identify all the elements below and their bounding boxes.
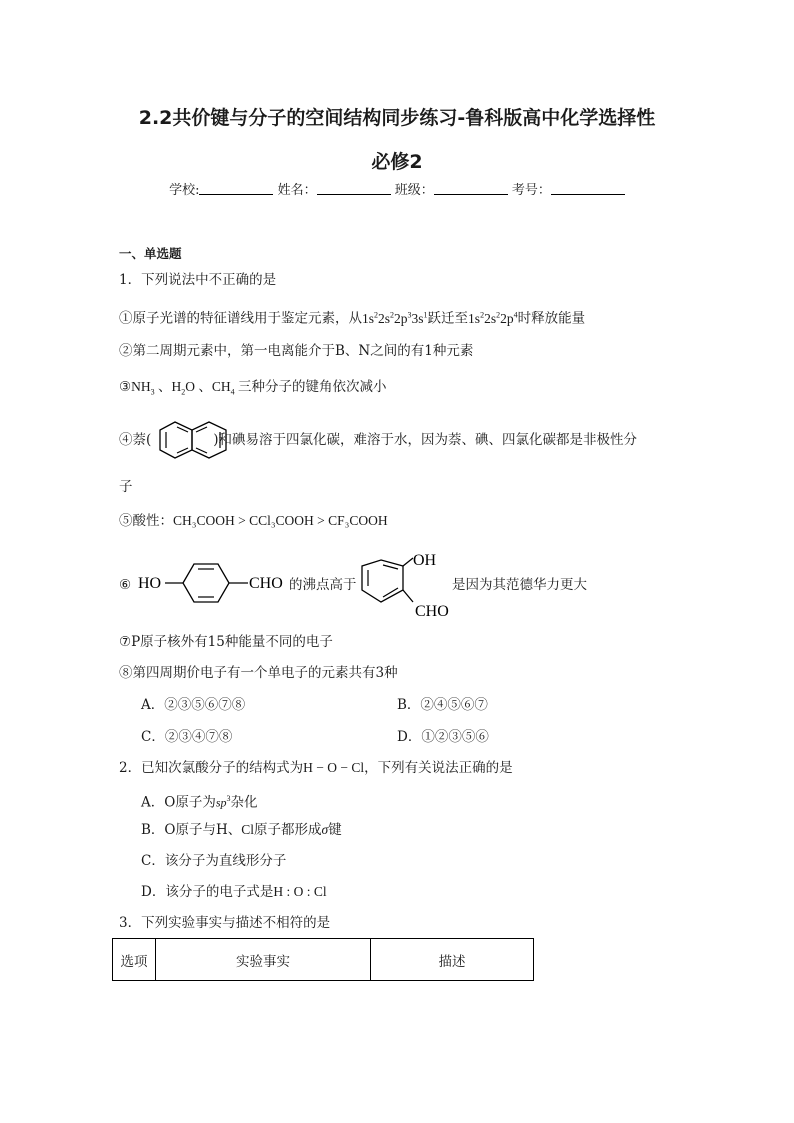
q1-statement-6-end: 是因为其范德华力更大: [452, 577, 587, 593]
doc-title-line1: 2.2共价键与分子的空间结构同步练习-鲁科版高中化学选择性: [138, 107, 656, 129]
cho-label-ortho: CHO: [415, 603, 449, 620]
class-label: 班级：: [394, 183, 434, 198]
q1-stem: 1．下列说法中不正确的是: [119, 272, 277, 288]
school-field[interactable]: [199, 183, 273, 195]
q1-statement-8: ⑧第四周期价电子有一个单电子的元素共有3种: [119, 665, 398, 681]
ortho-hydroxybenzaldehyde-structure: [360, 550, 455, 622]
electron-config-final: $1s^22s^22p^4$: [468, 310, 518, 326]
q1-option-d[interactable]: D．①②③⑤⑥: [397, 729, 489, 745]
q3-stem: 3．下列实验事实与描述不相符的是: [119, 915, 331, 931]
number-label: 考号：: [511, 183, 551, 198]
doc-title-line2: 必修2: [371, 151, 423, 173]
q1-statement-7: ⑦P原子核外有15种能量不同的电子: [119, 634, 333, 650]
table-header-description: 描述: [371, 939, 534, 981]
number-field[interactable]: [551, 183, 625, 195]
q1-statement-2: ②第二周期元素中，第一电离能介于B、N之间的有1种元素: [119, 343, 474, 359]
electron-config-initial: $1s^22s^22p^33s^1$: [362, 310, 428, 326]
cho-label: CHO: [249, 575, 283, 592]
oh-label: OH: [413, 552, 437, 569]
q2-option-b[interactable]: B．O原子与H、Cl原子都形成σ键: [141, 822, 342, 838]
name-label: 姓名：: [277, 183, 317, 198]
q1-option-a[interactable]: A．②③⑤⑥⑦⑧: [141, 697, 246, 713]
class-field[interactable]: [434, 183, 508, 195]
table-header-row: [113, 939, 534, 981]
student-info-row: [0, 179, 794, 198]
q3-table: [112, 938, 534, 981]
q2-option-c[interactable]: C．该分子为直线形分子: [141, 853, 287, 869]
q1-option-c[interactable]: C．②③④⑦⑧: [141, 729, 233, 745]
q2-option-a[interactable]: A．O原子为$sp^3$杂化: [141, 794, 258, 811]
table-header-option: 选项: [113, 939, 156, 981]
acidity-order: CH₃COOH > CCl₃COOH > CF₃COOH: [173, 513, 388, 528]
section-heading: 一、单选题: [119, 246, 182, 261]
q1-statement-5: ⑤酸性：CH₃COOH > CCl₃COOH > CF₃COOH: [119, 513, 388, 529]
q1-option-b[interactable]: B．②④⑤⑥⑦: [397, 697, 488, 713]
q1-statement-6-mid: 的沸点高于: [289, 577, 357, 593]
q1-statement-6: ⑥: [119, 577, 132, 593]
para-hydroxybenzaldehyde-structure: [138, 560, 288, 604]
q2-option-d[interactable]: D．该分子的电子式是H : O : Cl: [141, 884, 327, 900]
q1-statement-3: $③NH_3$ 、$H_2O$ 、$CH_4$ 三种分子的键角依次减小: [119, 379, 387, 397]
name-field[interactable]: [317, 183, 391, 195]
q1-statement-4-cont: 子: [119, 479, 133, 495]
q1-statement-1: ①原子光谱的特征谱线用于鉴定元素，从$1s^22s^22p^33s^1$跃迁至$1s^22s^22p^4$时释放能量: [119, 310, 586, 327]
table-header-fact: 实验事实: [156, 939, 371, 981]
q2-stem: 2．已知次氯酸分子的结构式为H − O − Cl，下列有关说法正确的是: [119, 760, 513, 776]
molecule-list: $NH_3$ 、$H_2O$ 、$CH_4$: [131, 379, 235, 397]
school-label: 学校:: [169, 183, 200, 198]
q1-statement-4: ④萘( )和碘易溶于四氯化碳，难溶于水，因为萘、碘、四氯化碳都是非极性分: [119, 432, 638, 448]
naphthalene-structure: [158, 418, 230, 462]
ho-label: HO: [138, 575, 162, 592]
